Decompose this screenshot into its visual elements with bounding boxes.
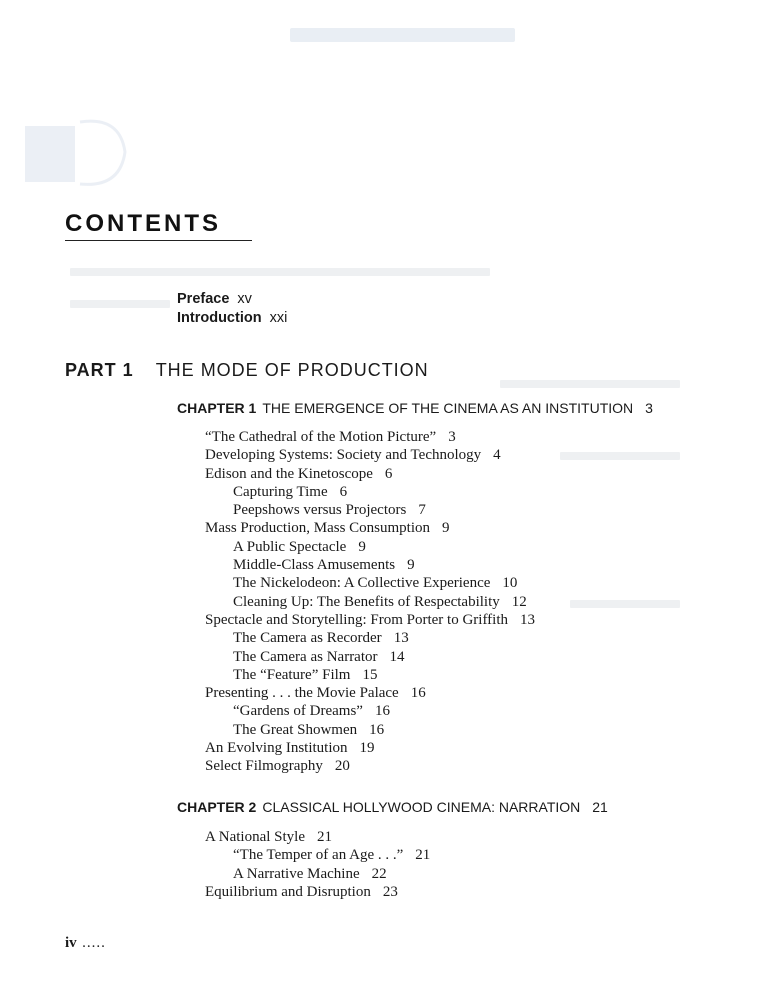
- toc-subentry[interactable]: [205, 666, 535, 684]
- toc-entry-title: The Great Showmen: [233, 721, 358, 738]
- toc-entry[interactable]: [205, 611, 535, 629]
- toc-entry-title: “Gardens of Dreams”: [233, 703, 363, 720]
- chapter-entries: [205, 428, 535, 776]
- toc-entry-title: A Public Spectacle: [233, 538, 347, 555]
- toc-entry-title: Equilibrium and Disruption: [205, 883, 371, 900]
- toc-entry-title: Select Filmography: [205, 758, 323, 775]
- page-title: CONTENTS: [65, 210, 221, 237]
- toc-entry-title: “The Temper of an Age . . .”: [233, 847, 404, 864]
- toc-subentry[interactable]: [205, 648, 535, 666]
- toc-entry-title: Edison and the Kinetoscope: [205, 465, 373, 482]
- part-heading: [65, 360, 429, 381]
- front-matter-list: [177, 290, 287, 328]
- toc-entry-page: 14: [389, 648, 405, 665]
- toc-entry[interactable]: [205, 519, 535, 537]
- chapter-heading[interactable]: [177, 799, 608, 815]
- toc-entry-page: 22: [371, 865, 387, 882]
- toc-entry-title: The “Feature” Film: [233, 666, 351, 683]
- toc-entry[interactable]: [205, 428, 535, 446]
- chapter-heading[interactable]: [177, 400, 653, 416]
- bleed-through-header: [290, 28, 515, 42]
- bleed-through-text: [560, 452, 680, 460]
- toc-entry-title: Middle-Class Amusements: [233, 557, 396, 574]
- front-matter-item[interactable]: [177, 309, 287, 328]
- toc-entry-title: Cleaning Up: The Benefits of Respectability: [233, 593, 500, 610]
- folio-number: iv: [65, 935, 77, 951]
- toc-subentry[interactable]: [205, 721, 535, 739]
- toc-subentry[interactable]: [205, 865, 430, 883]
- toc-entry-page: 9: [442, 520, 450, 537]
- toc-entry-page: 10: [502, 575, 518, 592]
- chapter-title: CLASSICAL HOLLYWOOD CINEMA: NARRATION: [262, 799, 581, 815]
- bleed-through-text: [500, 380, 680, 388]
- toc-entry-page: 16: [374, 703, 390, 720]
- toc-entry-page: 23: [382, 883, 398, 900]
- toc-entry-title: Developing Systems: Society and Technology: [205, 447, 482, 464]
- bleed-through-logo-mark: [25, 118, 170, 188]
- toc-entry-page: 13: [520, 611, 536, 628]
- toc-entry-title: The Camera as Narrator: [233, 648, 378, 665]
- toc-entry-title: The Camera as Recorder: [233, 630, 382, 647]
- toc-entry[interactable]: [205, 828, 430, 846]
- front-matter-item[interactable]: [177, 290, 287, 309]
- toc-entry-title: A Narrative Machine: [233, 865, 360, 882]
- part-title: THE MODE OF PRODUCTION: [155, 360, 429, 380]
- toc-entry-title: Mass Production, Mass Consumption: [205, 520, 431, 537]
- front-matter-page: xxi: [269, 310, 288, 326]
- title-underline: [65, 240, 252, 241]
- toc-subentry[interactable]: [205, 702, 535, 720]
- toc-subentry[interactable]: [205, 483, 535, 501]
- toc-entry-page: 13: [393, 630, 409, 647]
- toc-entry-page: 9: [358, 538, 366, 555]
- toc-entry-title: A National Style: [205, 829, 305, 845]
- folio-dots: .....: [82, 938, 107, 950]
- front-matter-label: Preface: [177, 291, 230, 307]
- toc-entry-title: Spectacle and Storytelling: From Porter to Griffith: [205, 611, 509, 628]
- bleed-through-text: [70, 300, 170, 308]
- chapter-page: 3: [645, 400, 653, 416]
- toc-entry-page: 20: [334, 758, 350, 775]
- toc-entry[interactable]: [205, 883, 430, 901]
- toc-entry-title: “The Cathedral of the Motion Picture”: [205, 429, 437, 445]
- toc-entry-title: Peepshows versus Projectors: [233, 502, 407, 519]
- chapter-label: CHAPTER 1: [177, 400, 257, 416]
- bleed-through-text: [70, 268, 490, 276]
- toc-entry-page: 7: [418, 502, 426, 519]
- toc-entry[interactable]: [205, 465, 535, 483]
- toc-entry-title: The Nickelodeon: A Collective Experience: [233, 575, 491, 592]
- toc-entry-page: 3: [448, 429, 456, 445]
- toc-entry-page: 9: [407, 557, 415, 574]
- toc-entry-page: 21: [317, 829, 332, 845]
- bleed-through-text: [570, 600, 680, 608]
- toc-entry-page: 12: [511, 593, 527, 610]
- toc-entry-page: 19: [359, 740, 375, 757]
- part-number: PART 1: [65, 360, 134, 380]
- toc-subentry[interactable]: [205, 846, 430, 864]
- toc-subentry[interactable]: [205, 574, 535, 592]
- toc-subentry[interactable]: [205, 501, 535, 519]
- chapter-title: THE EMERGENCE OF THE CINEMA AS AN INSTITUTION: [262, 400, 634, 416]
- toc-entry[interactable]: [205, 739, 535, 757]
- toc-entry-title: Presenting . . . the Movie Palace: [205, 685, 399, 702]
- toc-subentry[interactable]: [205, 629, 535, 647]
- toc-entry[interactable]: [205, 757, 535, 775]
- toc-subentry[interactable]: [205, 538, 535, 556]
- front-matter-page: xv: [237, 291, 252, 307]
- toc-entry[interactable]: [205, 446, 535, 464]
- toc-subentry[interactable]: [205, 593, 535, 611]
- chapter-page: 21: [592, 799, 608, 815]
- toc-subentry[interactable]: [205, 556, 535, 574]
- toc-entry-title: An Evolving Institution: [205, 740, 348, 757]
- chapter-label: CHAPTER 2: [177, 799, 257, 815]
- toc-entry-title: Capturing Time: [233, 483, 328, 500]
- front-matter-label: Introduction: [177, 310, 262, 326]
- toc-entry-page: 21: [415, 847, 431, 864]
- toc-entry-page: 16: [410, 685, 426, 702]
- toc-entry-page: 6: [384, 465, 393, 482]
- page-folio: [65, 935, 106, 952]
- toc-entry-page: 16: [369, 721, 385, 738]
- toc-entry-page: 4: [493, 447, 501, 464]
- toc-entry[interactable]: [205, 684, 535, 702]
- toc-entry-page: 6: [339, 483, 348, 500]
- chapter-entries: [205, 828, 430, 901]
- toc-entry-page: 15: [362, 666, 378, 683]
